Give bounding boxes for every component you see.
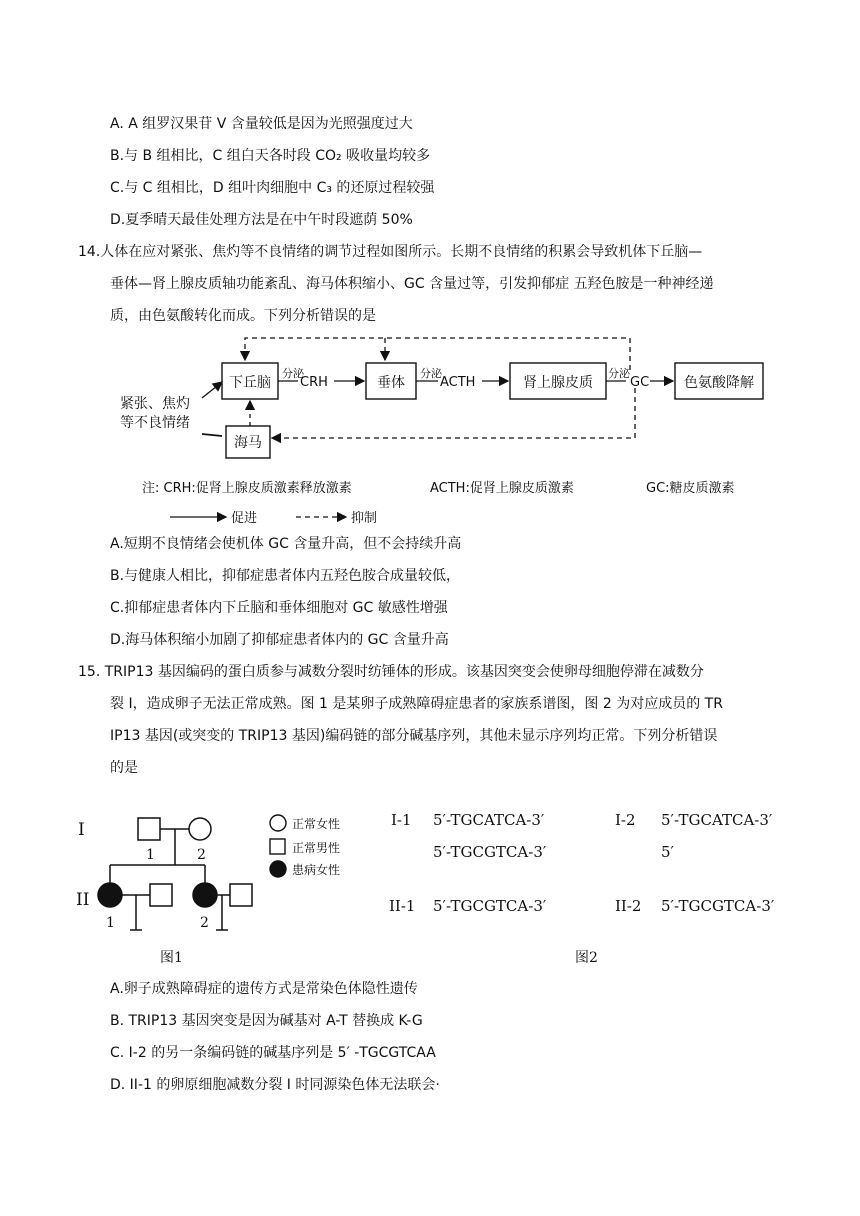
ii1-spouse-male-symbol (150, 884, 172, 906)
legend-normal-male-label: 正常男性 (292, 841, 341, 855)
inhibit-legend-label: 抑制 (351, 511, 378, 525)
pedigree-figure (70, 805, 370, 970)
q13-option-b: B.与 B 组相比，C 组白天各时段 CO₂ 吸收量均较多 (110, 148, 431, 164)
note-gc: GC:糖皮质激素 (646, 481, 735, 496)
secrete-label-3: 分泌 (608, 367, 630, 380)
q15-stem-line-3: IP13 基因(或突变的 TRIP13 基因)编码链的部分碱基序列，其他未显示序列均正常。下列分析错误 (110, 728, 718, 744)
figure-1-caption: 图1 (160, 950, 183, 966)
i1-seq-label: I-1 (391, 811, 412, 829)
emotion-label-1: 紧张、焦灼 (120, 396, 190, 412)
q14-option-a: A.短期不良情绪会使机体 GC 含量升高，但不会持续升高 (110, 536, 462, 552)
i2-seq-label: I-2 (615, 811, 636, 829)
q14-option-b: B.与健康人相比，抑郁症患者体内五羟色胺合成量较低， (110, 568, 461, 584)
note-crh: 注: CRH:促肾上腺皮质激素释放激素 (142, 481, 352, 496)
acth-label: ACTH (440, 375, 476, 390)
q15-stem-line-1: 15. TRIP13 基因编码的蛋白质参与减数分裂时纺锤体的形成。该基因突变会使卵母细胞停滞在减数分 (78, 664, 704, 680)
emotion-label-2: 等不良情绪 (120, 415, 190, 431)
q14-stem-line-3: 质，由色氨酸转化而成。下列分析错误的是 (110, 308, 376, 324)
q14-stem-line-2: 垂体—肾上腺皮质轴功能紊乱、海马体积缩小、GC 含量过等，引发抑郁症 五羟色胺是一种神经递 (110, 276, 714, 292)
ii1-seq-label: II-1 (389, 897, 416, 915)
secrete-label-1: 分泌 (282, 367, 304, 380)
emotion-to-hypothalamus-arrow (202, 382, 222, 398)
i1-seq-1: 5′-TGCATCA-3′ (433, 811, 545, 829)
q15-stem-line-2: 裂 I，造成卵子无法正常成熟。图 1 是某卵子成熟障碍症患者的家族系谱图，图 2 为对应成员的 TR (110, 696, 723, 712)
legend-normal-female-label: 正常女性 (292, 817, 341, 831)
sequence-figure (385, 805, 805, 970)
i2-number: 2 (197, 847, 206, 863)
tryptophan-degradation-label: 色氨酸降解 (684, 375, 754, 391)
q14-stem-line-1: 14.人体在应对紧张、焦灼等不良情绪的调节过程如图所示。长期不良情绪的积累会导致机体下丘脑— (78, 244, 703, 260)
q15-option-d: D. II-1 的卵原细胞减数分裂 I 时同源染色体无法联会· (110, 1077, 440, 1093)
i1-seq-2: 5′-TGCGTCA-3′ (433, 843, 547, 861)
i2-seq-2: 5′ (661, 843, 674, 861)
q13-option-d: D.夏季晴天最佳处理方法是在中午时段遮荫 50% (110, 212, 413, 228)
ii1-number: 1 (106, 915, 115, 931)
q13-option-a: A. A 组罗汉果苷 V 含量较低是因为光照强度过大 (110, 116, 413, 132)
i2-female-symbol (189, 818, 211, 840)
q14-option-d: D.海马体积缩小加剧了抑郁症患者体内的 GC 含量升高 (110, 632, 449, 648)
figure-2-caption: 图2 (575, 950, 598, 966)
ii2-seq-label: II-2 (615, 897, 642, 915)
i1-male-symbol (138, 818, 160, 840)
i1-number: 1 (146, 847, 155, 863)
legend-affected-female-label: 患病女性 (292, 863, 341, 877)
q15-option-a: A.卵子成熟障碍症的遗传方式是常染色体隐性遗传 (110, 981, 418, 997)
q15-option-c: C. I-2 的另一条编码链的碱基序列是 5′ -TGCGTCAA (110, 1045, 436, 1061)
secrete-label-2: 分泌 (420, 367, 442, 380)
promote-legend-label: 促进 (231, 511, 258, 525)
ii2-number: 2 (200, 915, 209, 931)
ii2-affected-female-symbol (193, 883, 217, 907)
q15-stem-line-4: 的是 (110, 760, 138, 776)
note-acth: ACTH:促肾上腺皮质激素 (430, 481, 574, 496)
pituitary-label: 垂体 (377, 375, 405, 391)
legend-affected-female-symbol (270, 861, 286, 877)
q13-option-c: C.与 C 组相比，D 组叶肉细胞中 C₃ 的还原过程较强 (110, 180, 435, 196)
hpa-axis-diagram (110, 330, 770, 525)
adrenal-cortex-label: 肾上腺皮质 (523, 375, 593, 391)
ii1-affected-female-symbol (98, 883, 122, 907)
legend-normal-male-symbol (270, 839, 285, 854)
legend-normal-female-symbol (270, 815, 286, 831)
i2-seq-1: 5′-TGCATCA-3′ (661, 811, 773, 829)
generation-1-label: I (78, 820, 85, 840)
hypothalamus-label: 下丘脑 (229, 375, 271, 391)
gc-label: GC (630, 375, 650, 390)
hippocampus-label: 海马 (234, 435, 262, 451)
q14-option-c: C.抑郁症患者体内下丘脑和垂体细胞对 GC 敏感性增强 (110, 600, 448, 616)
emotion-to-hippocampus-arrow (202, 434, 222, 436)
ii2-spouse-male-symbol (230, 884, 252, 906)
crh-label: CRH (300, 375, 328, 390)
generation-2-label: II (76, 890, 90, 910)
ii2-seq: 5′-TGCGTCA-3′ (661, 897, 775, 915)
q15-option-b: B. TRIP13 基因突变是因为碱基对 A-T 替换成 K-G (110, 1013, 423, 1029)
ii1-seq: 5′-TGCGTCA-3′ (433, 897, 547, 915)
